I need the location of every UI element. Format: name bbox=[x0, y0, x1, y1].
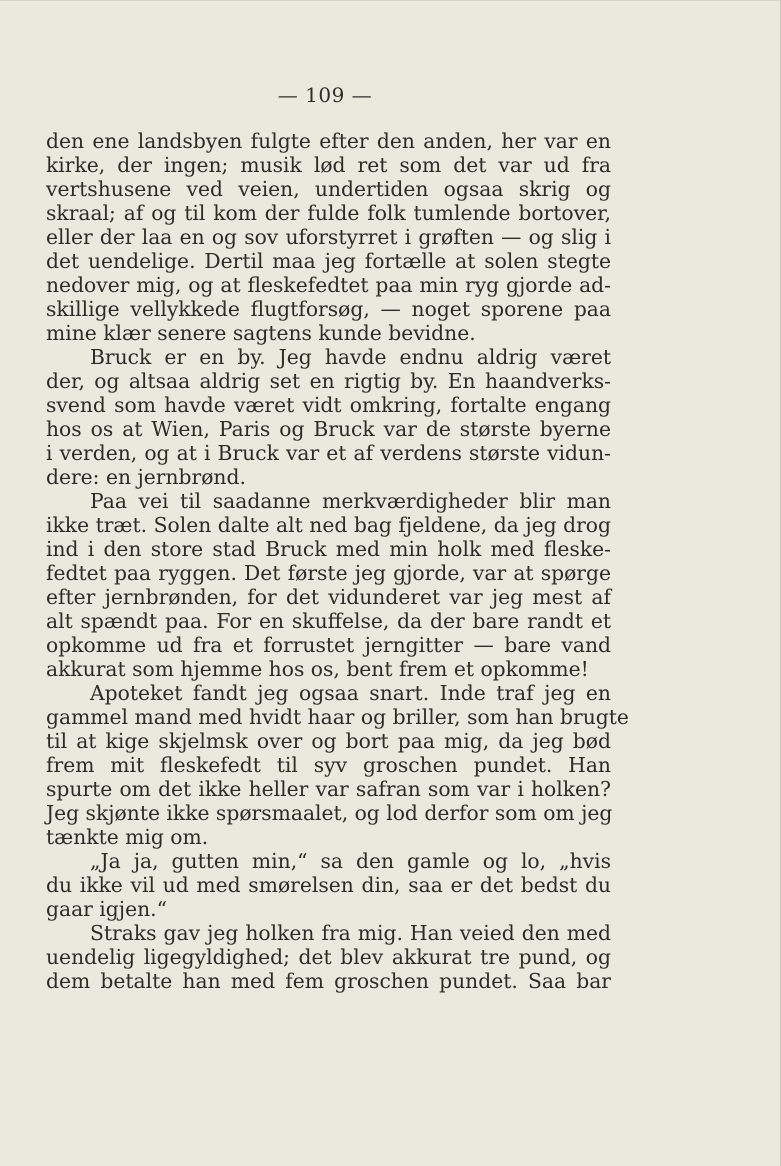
text-line: den ene landsbyen fulgte efter den anden, her var en bbox=[46, 129, 611, 153]
text-line: det uendelige. Dertil maa jeg fortælle at solen stegte bbox=[46, 249, 611, 273]
text-line: du ikke vil ud med smørelsen din, saa er det bedst du bbox=[46, 873, 611, 897]
text-line: akkurat som hjemme hos os, bent frem et opkomme! bbox=[46, 657, 589, 681]
text-line: Apoteket fandt jeg ogsaa snart. Inde traf jeg en bbox=[90, 681, 611, 705]
text-line: nedover mig, og at fleskefedtet paa min ryg gjorde ad- bbox=[46, 273, 611, 297]
text-line: skraal; af og til kom der fulde folk tumlende bortover, bbox=[46, 201, 611, 225]
text-line: kirke, der ingen; musik lød ret som det var ud fra bbox=[46, 153, 611, 177]
text-line: svend som havde været vidt omkring, fortalte engang bbox=[46, 393, 611, 417]
text-line: alt spændt paa. For en skuffelse, da der bare randt et bbox=[46, 609, 611, 633]
text-line: Bruck er en by. Jeg havde endnu aldrig været bbox=[90, 345, 611, 369]
text-line: Straks gav jeg holken fra mig. Han veied den med bbox=[90, 921, 611, 945]
text-line: skillige vellykkede flugtforsøg, — noget sporene paa bbox=[46, 297, 611, 321]
text-line: gaar igjen.“ bbox=[46, 897, 167, 921]
body-text bbox=[46, 129, 629, 993]
text-line: „Ja ja, gutten min,“ sa den gamle og lo, „hvis bbox=[90, 849, 611, 873]
text-line: frem mit fleskefedt til syv groschen pundet. Han bbox=[46, 753, 611, 777]
text-line: vertshusene ved veien, undertiden ogsaa skrig og bbox=[46, 177, 611, 201]
text-line: spurte om det ikke heller var safran som var i holken? bbox=[46, 777, 611, 801]
text-line: hos os at Wien, Paris og Bruck var de største byerne bbox=[46, 417, 611, 441]
text-line: til at kige skjelmsk over og bort paa mig, da jeg bød bbox=[46, 729, 611, 753]
text-line: der, og altsaa aldrig set en rigtig by. En haandverks- bbox=[46, 369, 611, 393]
text-line: dere: en jernbrønd. bbox=[46, 465, 246, 489]
page-number: — 109 — bbox=[277, 83, 373, 107]
text-line: mine klær senere sagtens kunde bevidne. bbox=[46, 321, 476, 345]
text-line: dem betalte han med fem groschen pundet. Saa bar bbox=[46, 969, 611, 993]
text-line: ikke træt. Solen dalte alt ned bag fjeldene, da jeg drog bbox=[46, 513, 611, 537]
text-line: fedtet paa ryggen. Det første jeg gjorde, var at spørge bbox=[46, 561, 611, 585]
text-line: eller der laa en og sov uforstyrret i grøften — og slig i bbox=[46, 225, 611, 249]
text-line: tænkte mig om. bbox=[46, 825, 209, 849]
text-line: ind i den store stad Bruck med min holk med fleske- bbox=[46, 537, 611, 561]
text-line: opkomme ud fra et forrustet jerngitter — bare vand bbox=[46, 633, 611, 657]
text-line: Jeg skjønte ikke spørsmaalet, og lod derfor som om jeg bbox=[46, 801, 613, 825]
text-line: Paa vei til saadanne merkværdigheder blir man bbox=[90, 489, 611, 513]
text-line: i verden, og at i Bruck var et af verdens største vidun- bbox=[46, 441, 611, 465]
text-line: gammel mand med hvidt haar og briller, som han brugte bbox=[46, 705, 629, 729]
text-line: uendelig ligegyldighed; det blev akkurat tre pund, og bbox=[46, 945, 611, 969]
text-line: efter jernbrønden, for det vidunderet var jeg mest af bbox=[46, 585, 611, 609]
